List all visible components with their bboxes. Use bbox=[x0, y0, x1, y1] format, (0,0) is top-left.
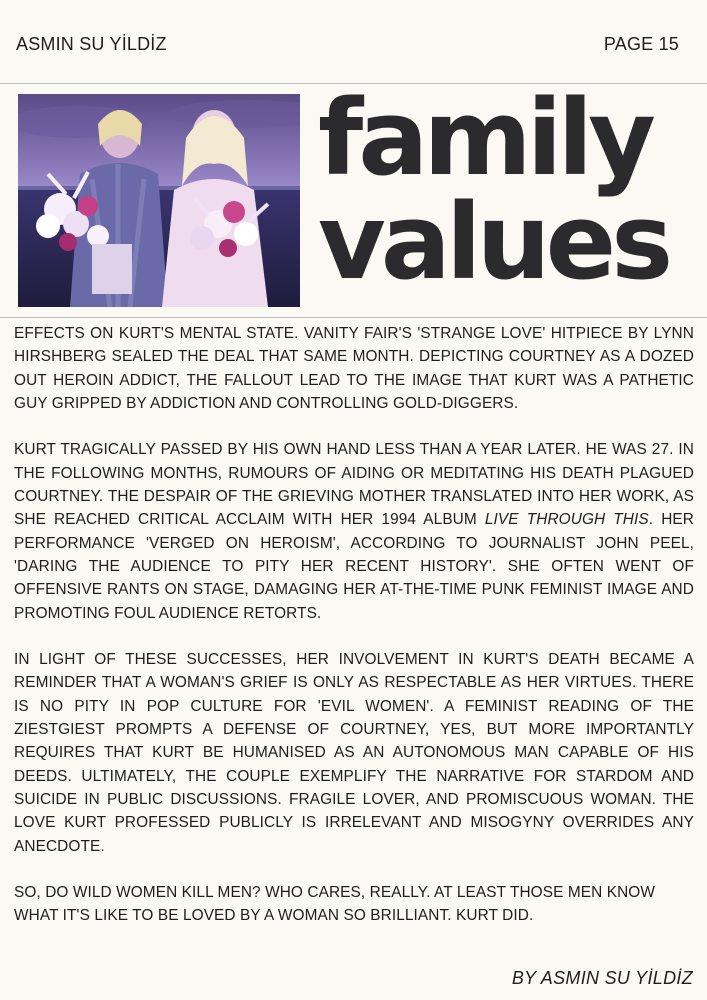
article-title bbox=[318, 77, 698, 303]
header-author: ASMIN SU YİLDİZ bbox=[16, 34, 167, 54]
page-number: PAGE 15 bbox=[603, 34, 679, 54]
paragraph-2-end: . HER PERFORMANCE 'VERGED ON HEROISM', ACCORDING TO JOURNALIST JOHN PEEL, 'DARING THE AUDIENCE TO PITY HER RECENT HISTORY'. SHE OFTEN WENT OF OFFENSIVE RANTS ON STAGE, DAMAGING HER AT-THE-TIME PUNK FEMINIST IMAGE AND PROMOTING FOUL AUDIENCE RETORTS. bbox=[14, 511, 695, 622]
photo-illustration bbox=[18, 94, 300, 307]
paragraph-1: EFFECTS ON KURT'S MENTAL STATE. VANITY FAIR'S 'STRANGE LOVE' HITPIECE BY LYNN HIRSHBERG SEALED THE DEAL THAT SAME MONTH. DEPICTING COURTNEY AS A DOZED OUT HEROIN ADDICT, THE FALLOUT LEAD TO THE IMAGE THAT KURT WAS A PATHETIC GUY GRIPPED BY ADDICTION AND CONTROLLING GOLD-DIGGERS. bbox=[14, 325, 694, 412]
title-line-family: family bbox=[318, 77, 651, 199]
section-divider bbox=[0, 317, 707, 318]
paragraph-3: IN LIGHT OF THESE SUCCESSES, HER INVOLVEMENT IN KURT'S DEATH BECAME A REMINDER THAT A WOMAN'S GRIEF IS ONLY AS RESPECTABLE AS HER VIRTUES. THERE IS NO PITY IN POP CULTURE FOR 'EVIL WOMEN'. A FEMINIST READING OF THE ZIESTGIEST PROMPTS A DEFENSE OF COURTNEY, YES, BUT MORE IMPORTANTLY REQUIRES THAT KURT BE HUMANISED AS AN AUTONOMOUS MAN CAPABLE OF HIS DEEDS. ULTIMATELY, THE COUPLE EXEMPLIFY THE NARRATIVE FOR STARDOM AND SUICIDE IN PUBLIC DISCUSSIONS. FRAGILE LOVER, AND PROMISCUOUS WOMAN. THE LOVE KURT PROFESSED PUBLICLY IS IRRELEVANT AND MISOGYNY OVERRIDES ANY ANECDOTE. bbox=[14, 651, 694, 855]
paragraph-4: SO, DO WILD WOMEN KILL MEN? WHO CARES, REALLY. AT LEAST THOSE MEN KNOW WHAT IT'S LIKE TO BE LOVED BY A WOMAN SO BRILLIANT. KURT DID. bbox=[14, 884, 655, 925]
byline: BY ASMIN SU YİLDİZ bbox=[511, 968, 693, 988]
page-header bbox=[0, 0, 707, 84]
album-title: LIVE THROUGH THIS bbox=[484, 511, 649, 529]
paragraph-2 bbox=[14, 438, 694, 624]
hero-photo bbox=[18, 94, 300, 307]
paragraph-2-start: KURT TRAGICALLY PASSED BY HIS OWN HAND LESS THAN A YEAR LATER. HE WAS 27. IN THE FOLLOWING MONTHS, RUMOURS OF AIDING OR MEDITATING HIS DEATH PLAGUED COURTNEY. THE DESPAIR OF THE GRIEVING MOTHER TRANSLATED INTO HER WORK, AS SHE REACHED CRITICAL ACCLAIM WITH HER 1994 ALBUM bbox=[14, 441, 694, 529]
title-line-values: values bbox=[318, 181, 669, 303]
article-body bbox=[14, 322, 694, 951]
